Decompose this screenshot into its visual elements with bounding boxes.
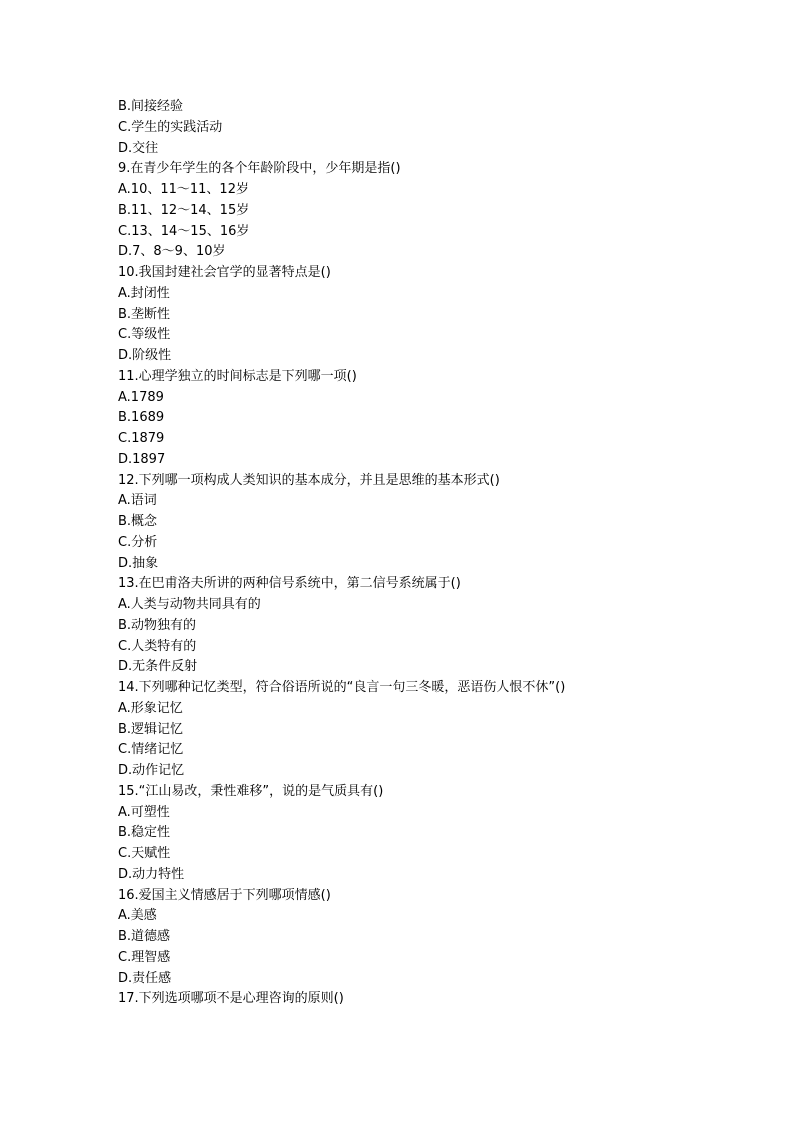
text-line: B.动物独有的 [118, 617, 197, 633]
text-line: B.垄断性 [118, 306, 171, 322]
text-line: B.稳定性 [118, 825, 171, 841]
text-line: D.动力特性 [118, 866, 185, 882]
text-line: D.动作记忆 [118, 763, 185, 778]
text-line: C.人类特有的 [118, 638, 197, 654]
text-line: 13.在巴甫洛夫所讲的两种信号系统中，第二信号系统属于() [118, 576, 461, 592]
text-line: D.7、8～9、10岁 [118, 244, 226, 260]
text-line: C.理智感 [118, 949, 171, 965]
text-line: D.阶级性 [118, 348, 172, 363]
text-line: C.情绪记忆 [118, 742, 184, 758]
text-line: B.逻辑记忆 [118, 721, 184, 737]
text-line: A.人类与动物共同具有的 [118, 597, 261, 612]
text-line: 10.我国封建社会官学的显著特点是() [118, 265, 331, 280]
text-line: 9.在青少年学生的各个年龄阶段中，少年期是指() [118, 161, 401, 177]
text-line: B.概念 [118, 514, 158, 529]
text-line: C.分析 [118, 534, 158, 550]
text-line: 15.“江山易改，秉性难移”，说的是气质具有() [118, 783, 384, 799]
text-line: C.1879 [118, 431, 165, 446]
text-line: D.1897 [118, 451, 166, 467]
text-line: B.间接经验 [118, 99, 184, 114]
text-line: A.可塑性 [118, 804, 170, 820]
text-line: C.13、14～15、16岁 [118, 223, 250, 239]
text-line: A.美感 [118, 908, 157, 924]
text-line: C.等级性 [118, 327, 171, 343]
text-line: 17.下列选项哪项不是心理咨询的原则() [118, 991, 344, 1007]
text-line: D.抽象 [118, 555, 159, 571]
text-line: B.1689 [118, 410, 165, 426]
text-line: 14.下列哪种记忆类型，符合俗语所说的“良言一句三冬暖，恶语伤人恨不休”() [118, 680, 566, 695]
text-line: A.10、11～11、12岁 [118, 182, 249, 197]
text-line: C.学生的实践活动 [118, 119, 223, 135]
text-line: A.语词 [118, 493, 157, 509]
text-line: 12.下列哪一项构成人类知识的基本成分，并且是思维的基本形式() [118, 472, 500, 488]
document-body [118, 97, 738, 1010]
text-line: A.形象记忆 [118, 700, 183, 716]
text-line: A.封闭性 [118, 285, 170, 301]
text-line: C.天赋性 [118, 846, 171, 861]
text-line: A.1789 [118, 389, 164, 405]
text-line: D.无条件反射 [118, 659, 198, 675]
text-line: 11.心理学独立的时间标志是下列哪一项() [118, 368, 357, 384]
text-line: B.道德感 [118, 929, 171, 944]
text-line: 16.爱国主义情感居于下列哪项情感() [118, 887, 331, 903]
text-line: B.11、12～14、15岁 [118, 202, 250, 218]
text-line: D.交往 [118, 140, 159, 156]
text-line: D.责任感 [118, 970, 172, 986]
